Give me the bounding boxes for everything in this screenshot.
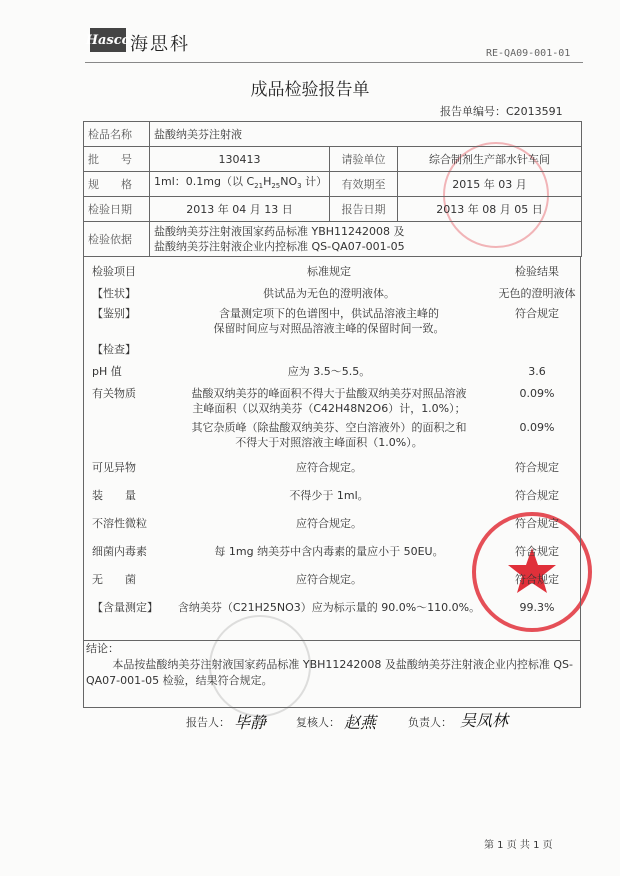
test-item-name: 细菌内毒素 [92,545,147,558]
reporter-signature: 毕静 [234,713,267,732]
standard-line: 含量测定项下的色谱图中，供试品溶液主峰的 [219,307,439,320]
standard-line: 其它杂质峰（除盐酸双纳美芬、空白溶液外）的面积之和 [191,421,467,434]
spec-text: 1ml：0.1mg（以 C [154,175,255,188]
report-date-label: 报告日期 [330,197,398,222]
test-item-result: 99.3% [519,601,555,614]
page-indicator: 第 1 页 共 1 页 [484,840,553,851]
form-number: RE-QA09-001-01 [486,48,571,59]
test-item-name: 【性状】 [92,287,136,300]
reviewer-label: 复核人： [296,716,340,729]
standard-line: 应符合规定。 [296,573,362,586]
test-basis [150,222,582,257]
test-item-name: 无 菌 [92,573,136,586]
report-number [440,105,563,119]
test-item-name: 不溶性微粒 [92,517,147,530]
batch-label: 批 号 [84,147,150,172]
standard-line: 保留时间应与对照品溶液主峰的保留时间一致。 [213,322,445,335]
conclusion [83,640,581,708]
test-item-name: 【检查】 [92,343,136,356]
standard-line: 应符合规定。 [296,517,362,530]
test-item-name: pH 值 [92,365,122,378]
test-item-standard [164,364,494,379]
col-result: 检验结果 [515,265,559,278]
batch-number: 130413 [150,147,330,172]
test-date: 2013 年 04 月 13 日 [150,197,330,222]
test-item-standard [164,420,494,450]
specification [150,172,330,197]
test-item-result: 3.6 [528,365,546,378]
test-item-result: 符合规定 [515,573,559,586]
reporter-label: 报告人： [186,716,230,729]
spec-text: H [263,175,272,188]
test-item-result: 符合规定 [515,517,559,530]
conclusion-text: 本品按盐酸纳美芬注射液国家药品标准 YBH11242008 及盐酸纳美芬注射液企业内控标准 QS-QA07-001-05 检验，结果符合规定。 [86,658,574,687]
standard-line: 应为 3.5～5.5。 [287,365,371,378]
basis-line: 盐酸纳美芬注射液国家药品标准 YBH11242008 及 [154,225,405,239]
test-item-standard [164,460,494,475]
test-item-name: 【含量测定】 [92,601,158,614]
standard-line: 含纳美芬（C21H25NO3）应为标示量的 90.0%～110.0%。 [177,601,481,614]
col-standard: 标准规定 [307,265,351,278]
test-item-result: 无色的澄明液体 [498,287,576,300]
product-name: 盐酸纳美芬注射液 [150,122,582,147]
test-item-name: 可见异物 [92,461,136,474]
test-item-result: 符合规定 [515,461,559,474]
standard-line: 盐酸双纳美芬的峰面积不得大于盐酸双纳美芬对照品溶液 [191,387,467,400]
spec-text: NO [280,175,298,188]
spec-sub: 3 [297,182,302,191]
test-items-section [83,256,581,641]
company-logo: Hasco [90,28,126,52]
spec-text: 计） [301,175,328,188]
test-item-standard [164,286,494,301]
test-item-name: 有关物质 [92,387,136,400]
report-number-label: 报告单编号： [440,105,506,118]
basis-line: 盐酸纳美芬注射液企业内控标准 QS-QA07-001-05 [154,240,405,254]
standard-line: 主峰面积（以双纳美芬（C42H48N2O6）计，1.0%）； [192,402,466,415]
report-number-value: C2013591 [506,105,563,118]
standard-line: 不得少于 1ml。 [289,489,369,502]
spec-sub: 25 [271,182,281,191]
conclusion-label: 结论： [86,642,119,655]
test-item-standard [164,516,494,531]
standard-line: 供试品为无色的澄明液体。 [263,287,395,300]
requester-label: 请验单位 [330,147,398,172]
test-item-result: 0.09% [519,421,555,434]
test-item-standard [164,600,494,615]
test-item-name: 装 量 [92,489,136,502]
product-info-table [83,121,582,257]
test-item-name: 【鉴别】 [92,307,136,320]
page-title: 成品检验报告单 [250,80,370,100]
expiry-label: 有效期至 [330,172,398,197]
expiry-date: 2015 年 03 月 [398,172,582,197]
test-item-standard [164,488,494,503]
standard-line: 每 1mg 纳美芬中含内毒素的量应小于 50EU。 [214,545,444,558]
test-date-label: 检验日期 [84,197,150,222]
standard-line: 不得大于对照溶液主峰面积（1.0%）。 [235,436,423,449]
manager-label: 负责人： [408,716,452,729]
report-date: 2013 年 08 月 05 日 [398,197,582,222]
basis-label: 检验依据 [84,222,150,257]
test-item-result: 符合规定 [515,489,559,502]
test-item-result: 符合规定 [515,545,559,558]
test-item-standard [164,572,494,587]
test-item-standard [164,386,494,416]
spec-label: 规 格 [84,172,150,197]
test-item-standard [164,544,494,559]
test-item-result: 符合规定 [515,307,559,320]
test-item-result: 0.09% [519,387,555,400]
manager-signature: 吴凤林 [460,711,509,730]
standard-line: 应符合规定。 [296,461,362,474]
reviewer-signature: 赵燕 [344,713,377,732]
test-item-standard [164,306,494,336]
company-name: 海思科 [130,34,190,55]
spec-sub: 21 [254,182,264,191]
col-item: 检验项目 [92,265,136,278]
requester: 综合制剂生产部水针车间 [398,147,582,172]
product-name-label: 检品名称 [84,122,150,147]
